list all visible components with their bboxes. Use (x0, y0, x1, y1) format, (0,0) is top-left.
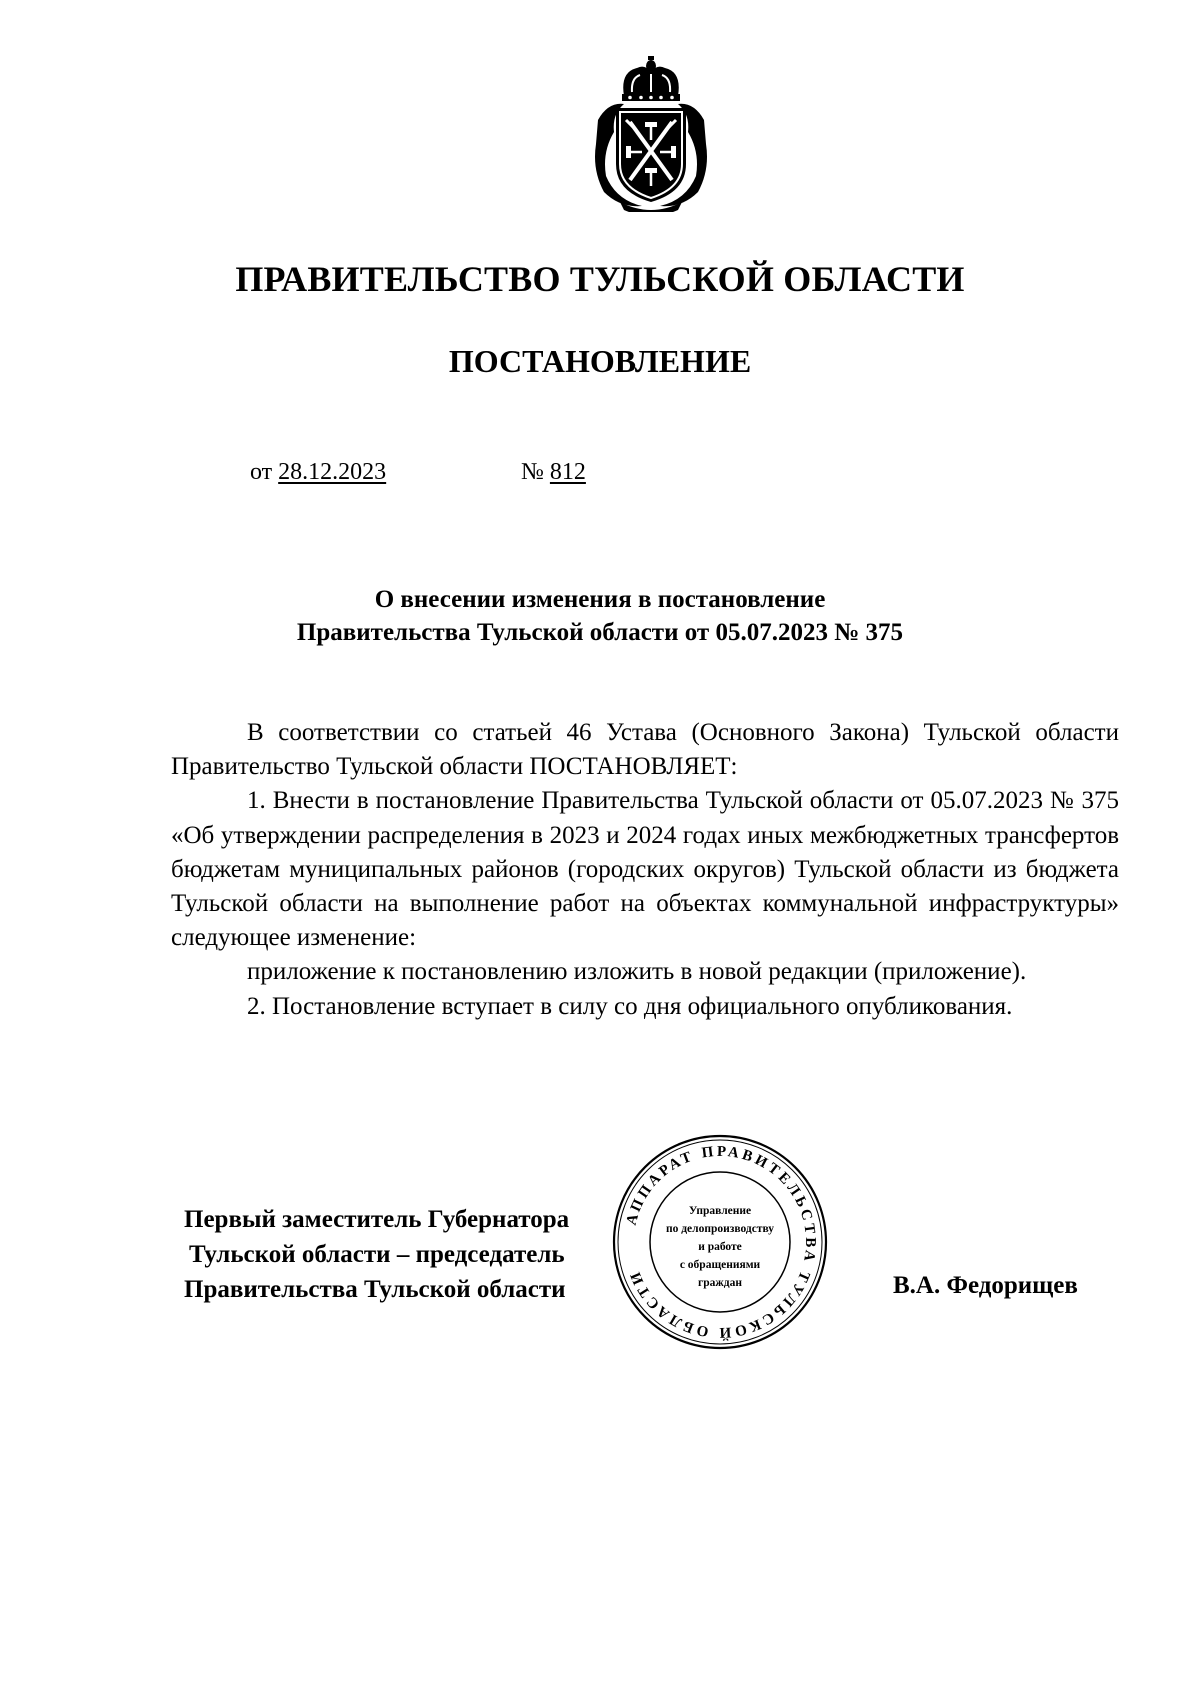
body-paragraph-item-2: 2. Постановление вступает в силу со дня официального опубликования. (247, 992, 1013, 1020)
date-prefix: от (250, 459, 279, 485)
document-body (171, 716, 1119, 1024)
tula-oblast-coat-of-arms-icon (590, 52, 712, 212)
date-value: 28.12.2023 (278, 459, 387, 485)
stamp-inner-line-3: и работе (698, 1241, 742, 1253)
body-paragraph-preamble: В соответствии со статьей 46 Устава (Основного Закона) Тульской области Правительство Тульской области ПОСТАНОВЛЯЕТ: (171, 719, 1119, 781)
stamp-inner-line-4: с обращениями (679, 1259, 761, 1271)
document-date (250, 459, 386, 486)
number-prefix: № (521, 459, 550, 485)
document-number (521, 459, 586, 486)
document-subject (170, 583, 1030, 649)
signatory-name: В.А. Федорищев (893, 1272, 1078, 1299)
stamp-inner-line-2: по делопроизводству (665, 1223, 775, 1235)
signatory-position-line-1: Первый заместитель Губернатора (184, 1206, 570, 1233)
stamp-outer-text: АППАРАТ ПРАВИТЕЛЬСТВА ТУЛЬСКОЙ ОБЛАСТИ (623, 1143, 819, 1341)
subject-line-2: Правительства Тульской области от 05.07.2023 № 375 (296, 619, 904, 646)
signatory-position-line-3: Правительства Тульской области (184, 1276, 566, 1303)
organization-title: ПРАВИТЕЛЬСТВО ТУЛЬСКОЙ ОБЛАСТИ (235, 259, 965, 299)
signatory-position (184, 1202, 569, 1307)
body-paragraph-item-1: 1. Внести в постановление Правительства Тульской области от 05.07.2023 № 375 «Об утверждении распределения в 2023 и 2024 годах иных межбюджетных трансфертов бюджетам муниципальных районов (городских округов) Тульской области из бюджета Тульской области на выполнение работ на объектах коммунальной инфраструктуры» следующее изменение: (171, 787, 1119, 952)
signatory-position-line-2: Тульской области – председатель (189, 1241, 565, 1268)
stamp-inner-line-5: граждан (698, 1277, 742, 1289)
document-type-heading: ПОСТАНОВЛЕНИЕ (448, 343, 752, 379)
subject-line-1: О внесении изменения в постановление (374, 586, 826, 613)
number-value: 812 (549, 459, 586, 485)
body-paragraph-change: приложение к постановлению изложить в новой редакции (приложение). (247, 958, 1027, 986)
stamp-inner-line-1: Управление (688, 1205, 752, 1217)
official-round-stamp-icon (610, 1132, 830, 1352)
